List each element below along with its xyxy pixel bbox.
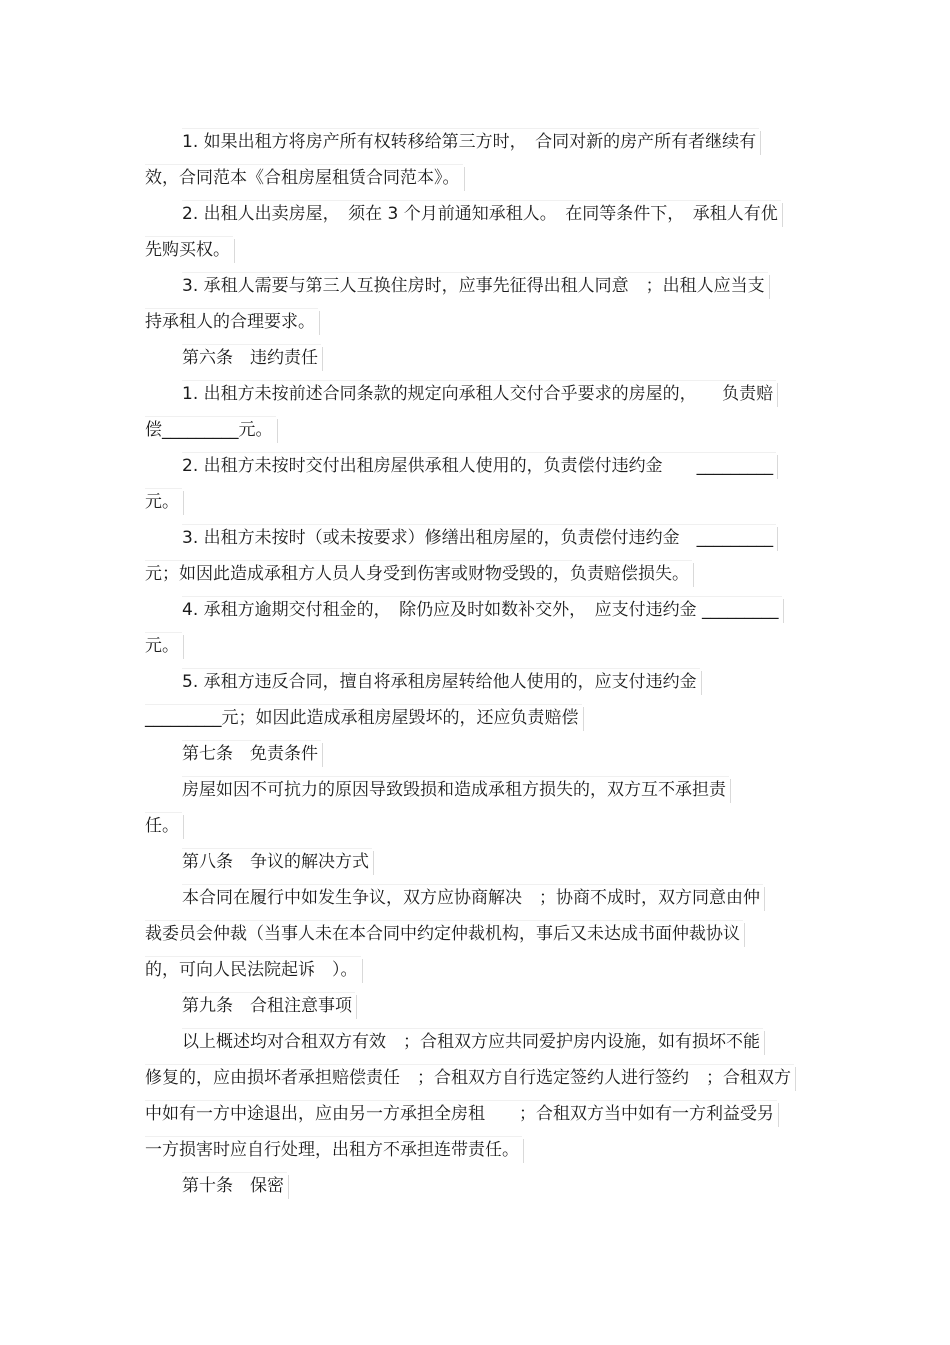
text-line: 3. 出租方未按时（或未按要求）修缮出租房屋的，负责偿付违约金 _________ <box>182 524 776 551</box>
text-line: 2. 出租方未按时交付出租房屋供承租人使用的，负责偿付违约金 _________ <box>182 452 776 479</box>
text-line: 先购买权。 <box>145 236 233 263</box>
section-heading: 第八条 争议的解决方式 <box>182 848 372 875</box>
text-line: 本合同在履行中如发生争议，双方应协商解决 ；协商不成时，双方同意由仲 <box>182 884 763 911</box>
text-line: 裁委员会仲裁（当事人未在本合同中约定仲裁机构，事后又未达成书面仲裁协议 <box>145 920 743 947</box>
section-heading: 第九条 合租注意事项 <box>182 992 355 1019</box>
text-line: 1. 如果出租方将房产所有权转移给第三方时， 合同对新的房产所有者继续有 <box>182 128 759 155</box>
text-line: 一方损害时应自行处理，出租方不承担连带责任。 <box>145 1136 522 1163</box>
text-line: 任。 <box>145 812 182 839</box>
section-heading: 第七条 免责条件 <box>182 740 321 767</box>
text-line: 修复的，应由损坏者承担赔偿责任 ；合租双方自行选定签约人进行签约 ；合租双方 <box>145 1064 794 1091</box>
text-line: 效，合同范本《合租房屋租赁合同范本》。 <box>145 164 463 191</box>
section-heading: 第六条 违约责任 <box>182 344 321 371</box>
text-line: 4. 承租方逾期交付租金的， 除仍应及时如数补交外， 应支付违约金 _________ <box>182 596 782 623</box>
text-line: _________元；如因此造成承租房屋毁坏的，还应负责赔偿 <box>145 704 582 731</box>
text-line: 5. 承租方违反合同，擅自将承租房屋转给他人使用的，应支付违约金 <box>182 668 700 695</box>
text-line: 偿_________元。 <box>145 416 276 443</box>
text-line: 1. 出租方未按前述合同条款的规定向承租人交付合乎要求的房屋的， 负责赔 <box>182 380 776 407</box>
text-line: 持承租人的合理要求。 <box>145 308 318 335</box>
text-line: 2. 出租人出卖房屋， 须在 3 个月前通知承租人。 在同等条件下， 承租人有优 <box>182 200 781 227</box>
text-line: 以上概述均对合租双方有效 ；合租双方应共同爱护房内设施，如有损坏不能 <box>182 1028 763 1055</box>
text-line: 房屋如因不可抗力的原因导致毁损和造成承租方损失的，双方互不承担责 <box>182 776 729 803</box>
section-heading: 第十条 保密 <box>182 1172 287 1199</box>
text-line: 3. 承租人需要与第三人互换住房时，应事先征得出租人同意 ；出租人应当支 <box>182 272 768 299</box>
text-line: 的，可向人民法院起诉 ）。 <box>145 956 361 983</box>
text-line: 元。 <box>145 632 182 659</box>
text-line: 元；如因此造成承租方人员人身受到伤害或财物受毁的，负责赔偿损失。 <box>145 560 692 587</box>
text-line: 中如有一方中途退出，应由另一方承担全房租 ；合租双方当中如有一方利益受另 <box>145 1100 777 1127</box>
text-line: 元。 <box>145 488 182 515</box>
